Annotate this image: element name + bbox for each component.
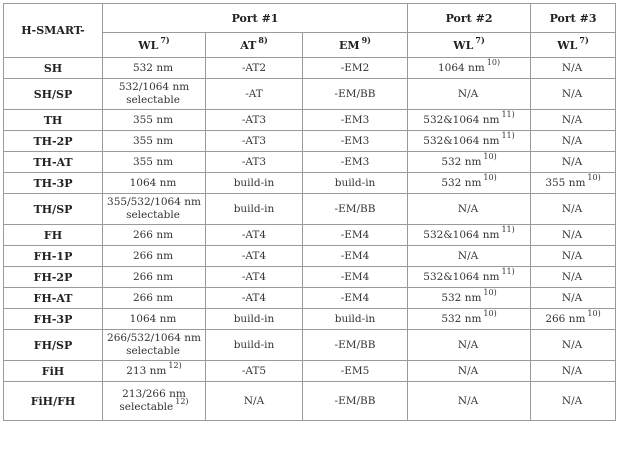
port2-wl-cell [408,225,531,246]
port2-wl-cell-text: 532 nm [441,155,482,168]
footnote-marker: 11) [501,224,515,234]
port1-em-cell [303,382,408,421]
header-row-ports [4,4,616,33]
model-cell-text: FiH [41,364,65,378]
port1-em-cell [303,225,408,246]
port2-wl-cell [408,152,531,173]
port1-em-cell [303,58,408,79]
port2-wl-cell [408,58,531,79]
port1-wl-cell [103,194,206,225]
table-row [4,58,616,79]
model-cell [4,330,103,361]
h-smart-port-table [3,3,616,421]
port1-em-cell [303,194,408,225]
model-cell [4,288,103,309]
port3-wl-cell [531,267,616,288]
model-cell [4,173,103,194]
port1-at-cell [206,152,303,173]
table-row [4,225,616,246]
port2-wl-cell-text: N/A [457,338,479,351]
port1-wl-cell-text: 355 nm [132,113,174,126]
footnote-marker: 11) [501,130,515,140]
port1-em-cell-text: -EM/BB [334,338,376,351]
port2-wl-cell [408,267,531,288]
port1-at-cell [206,330,303,361]
port3-wl-cell-text: N/A [561,228,583,241]
port1-em-cell [303,267,408,288]
model-cell [4,225,103,246]
port1-em-cell [303,110,408,131]
port2-wl-cell-text: 532 nm [441,176,482,189]
port1-at-cell [206,246,303,267]
port1-wl-cell [103,246,206,267]
table-row [4,131,616,152]
port1-em-cell [303,309,408,330]
port2-wl-cell [408,79,531,110]
port1-wl-cell-text: 266 nm [132,291,174,304]
port1-at-cell-text: -AT2 [241,61,267,74]
port-2-header: Port #2 [408,4,531,33]
port1-at-cell [206,110,303,131]
table-row [4,309,616,330]
model-cell [4,110,103,131]
port1-wl-cell [103,131,206,152]
port1-at-cell-text: build-in [233,176,275,189]
table-row [4,110,616,131]
model-cell [4,131,103,152]
port2-wl-cell-text: 532&1064 nm [423,270,500,283]
port2-wl-cell [408,330,531,361]
port1-em-cell [303,246,408,267]
port1-at-cell [206,288,303,309]
port3-wl-cell [531,288,616,309]
col-header-port1-wl: WL $^{7)}$ [103,33,206,58]
port1-wl-cell [103,173,206,194]
table-row [4,152,616,173]
col-header-port2-wl: WL $^{7)}$ [408,33,531,58]
port1-wl-cell [103,330,206,361]
port3-wl-cell [531,173,616,194]
port1-wl-cell-text: 266 nm [132,249,174,262]
port1-at-cell-text: -AT4 [241,270,267,283]
port1-at-cell [206,58,303,79]
col-header-port1-em: EM $^{9)}$ [303,33,408,58]
port1-em-cell [303,131,408,152]
footnote-marker: 12) [175,397,189,406]
model-cell [4,309,103,330]
port1-wl-cell [103,267,206,288]
port3-wl-cell-text: N/A [561,155,583,168]
port3-wl-cell [531,194,616,225]
port1-em-cell-text: -EM3 [340,113,370,126]
port1-at-cell-text: build-in [233,338,275,351]
port1-wl-cell [103,152,206,173]
port1-at-cell [206,173,303,194]
port1-em-cell [303,288,408,309]
port1-wl-cell-text: 213/266 nm selectable [119,388,186,413]
port1-at-cell [206,267,303,288]
port1-em-cell [303,330,408,361]
footnote-marker: 10) [587,172,601,182]
port2-wl-cell [408,246,531,267]
port2-wl-cell-text: N/A [457,394,479,407]
port1-at-cell-text: -AT3 [241,134,267,147]
port1-em-cell-text: build-in [334,176,376,189]
port2-wl-cell-text: 532&1064 nm [423,228,500,241]
port3-wl-cell-text: N/A [561,113,583,126]
model-cell-text: TH-3P [33,176,73,190]
port1-em-cell-text: -EM4 [340,270,370,283]
port1-wl-cell-text: 213 nm [126,364,167,377]
port1-em-cell-text: -EM/BB [334,87,376,100]
table-row [4,173,616,194]
port3-wl-cell-text: N/A [561,87,583,100]
port1-wl-cell [103,382,206,421]
port3-wl-cell-text: N/A [561,364,583,377]
port1-wl-cell [103,79,206,110]
port3-wl-cell [531,309,616,330]
model-cell [4,382,103,421]
port1-at-cell [206,79,303,110]
table-row [4,194,616,225]
port1-wl-cell-text: 532 nm [132,61,174,74]
port1-at-cell-text: build-in [233,202,275,215]
port3-wl-cell-text: N/A [561,394,583,407]
model-cell-text: FH-3P [33,312,73,326]
port1-wl-cell-text: 1064 nm [129,176,177,189]
model-cell-text: TH-2P [33,134,73,148]
model-cell-text: FH-AT [33,291,73,305]
port1-em-cell [303,173,408,194]
port3-wl-cell-text: 266 nm [545,312,586,325]
model-cell-text: SH [43,61,63,75]
model-cell-text: TH-AT [33,155,73,169]
port1-at-cell-text: -AT3 [241,113,267,126]
table-row [4,79,616,110]
model-cell-text: SH/SP [33,87,73,101]
port3-wl-cell-text: N/A [561,270,583,283]
model-cell-text: FiH/FH [30,394,76,408]
model-cell [4,152,103,173]
port1-em-cell [303,361,408,382]
table-row [4,288,616,309]
model-cell [4,361,103,382]
port2-wl-cell-text: 532 nm [441,291,482,304]
model-cell [4,267,103,288]
port1-em-cell-text: build-in [334,312,376,325]
port1-at-cell-text: -AT5 [241,364,267,377]
port2-wl-cell-text: 532&1064 nm [423,113,500,126]
port1-at-cell [206,382,303,421]
port1-at-cell-text: -AT [245,87,263,100]
table-row [4,361,616,382]
port3-wl-cell [531,361,616,382]
port1-at-cell [206,309,303,330]
port3-wl-cell-text: N/A [561,338,583,351]
port2-wl-cell-text: 532&1064 nm [423,134,500,147]
port1-wl-cell-text: 266/532/1064 nm selectable [107,332,201,357]
col-header-port1-at: AT $^{8)}$ [206,33,303,58]
port3-wl-cell-text: 355 nm [545,176,586,189]
footnote-marker: 10) [483,308,497,318]
port1-at-cell-text: build-in [233,312,275,325]
port1-at-cell [206,131,303,152]
port2-wl-cell-text: 1064 nm [437,61,485,74]
table-body [4,58,616,421]
port1-em-cell-text: -EM4 [340,249,370,262]
footnote-marker: 11) [501,266,515,276]
port-1-header: Port #1 [103,4,408,33]
port2-wl-cell [408,131,531,152]
model-cell [4,79,103,110]
port2-wl-cell [408,194,531,225]
model-cell-text: FH [43,228,63,242]
port1-wl-cell [103,110,206,131]
model-cell-text: FH-1P [33,249,73,263]
port1-at-cell-text: -AT4 [241,291,267,304]
port3-wl-cell-text: N/A [561,249,583,262]
port1-wl-cell [103,361,206,382]
port1-at-cell [206,361,303,382]
port2-wl-cell-text: N/A [457,87,479,100]
port1-wl-cell-text: 532/1064 nm selectable [118,81,190,106]
port1-wl-cell-text: 355/532/1064 nm selectable [107,196,201,221]
table-row [4,330,616,361]
model-cell [4,246,103,267]
port1-wl-cell [103,225,206,246]
port3-wl-cell-text: N/A [561,134,583,147]
port2-wl-cell-text: N/A [457,202,479,215]
footnote-marker: 11) [501,109,515,119]
port2-wl-cell-text: N/A [457,364,479,377]
port1-wl-cell-text: 355 nm [132,155,174,168]
port3-wl-cell [531,131,616,152]
spec-table-container [3,3,616,421]
port2-wl-cell [408,382,531,421]
port1-at-cell-text: N/A [243,394,265,407]
corner-header: H-SMART- [4,4,103,58]
port1-wl-cell-text: 266 nm [132,228,174,241]
table-row [4,267,616,288]
port3-wl-cell [531,330,616,361]
model-cell-text: TH/SP [33,202,73,216]
port1-at-cell-text: -AT3 [241,155,267,168]
port1-wl-cell-text: 1064 nm [129,312,177,325]
port3-wl-cell [531,225,616,246]
port-3-header: Port #3 [531,4,616,33]
port1-em-cell [303,152,408,173]
port1-wl-cell [103,288,206,309]
port1-em-cell-text: -EM/BB [334,202,376,215]
footnote-marker: 10) [483,287,497,297]
port2-wl-cell-text: N/A [457,249,479,262]
port1-em-cell-text: -EM4 [340,291,370,304]
model-cell [4,194,103,225]
port1-em-cell-text: -EM4 [340,228,370,241]
port1-at-cell [206,194,303,225]
port2-wl-cell [408,110,531,131]
port2-wl-cell [408,361,531,382]
port3-wl-cell [531,79,616,110]
port3-wl-cell-text: N/A [561,61,583,74]
port1-em-cell [303,79,408,110]
table-row [4,382,616,421]
footnote-marker: 10) [483,151,497,161]
table-row [4,246,616,267]
model-cell-text: TH [43,113,63,127]
port1-at-cell-text: -AT4 [241,228,267,241]
model-cell-text: FH-2P [33,270,73,284]
port3-wl-cell [531,246,616,267]
footnote-marker: 12) [168,360,182,370]
port2-wl-cell [408,309,531,330]
port1-wl-cell [103,309,206,330]
port1-em-cell-text: -EM2 [340,61,370,74]
port1-em-cell-text: -EM3 [340,155,370,168]
port1-wl-cell [103,58,206,79]
col-header-port3-wl: WL $^{7)}$ [531,33,616,58]
port1-at-cell [206,225,303,246]
port2-wl-cell [408,173,531,194]
port1-em-cell-text: -EM/BB [334,394,376,407]
port1-wl-cell-text: 266 nm [132,270,174,283]
port3-wl-cell [531,152,616,173]
footnote-marker: 10) [486,57,501,67]
model-cell [4,58,103,79]
port3-wl-cell [531,58,616,79]
port1-wl-cell-text: 355 nm [132,134,174,147]
port3-wl-cell [531,382,616,421]
port3-wl-cell-text: N/A [561,291,583,304]
port2-wl-cell-text: 532 nm [441,312,482,325]
footnote-marker: 10) [587,308,601,318]
footnote-marker: 10) [483,172,497,182]
port1-em-cell-text: -EM5 [340,364,370,377]
model-cell-text: FH/SP [33,338,73,352]
port1-at-cell-text: -AT4 [241,249,267,262]
port3-wl-cell [531,110,616,131]
port3-wl-cell-text: N/A [561,202,583,215]
port1-em-cell-text: -EM3 [340,134,370,147]
port2-wl-cell [408,288,531,309]
